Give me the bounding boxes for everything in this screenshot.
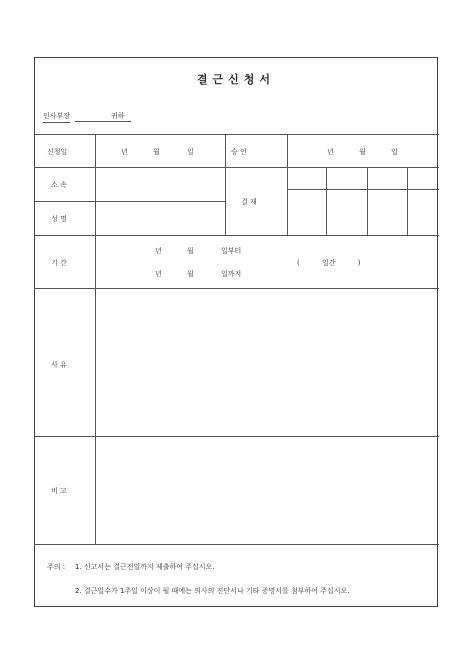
label-apply-date: 신청일 (47, 148, 68, 156)
period-to-suffix: 일까지 (221, 270, 242, 278)
note-2: 2. 결근일수가 1주일 이상이 될 때에는 의사의 진단서나 기타 증명서를 첨부하여 주십시오. (75, 587, 350, 595)
apply-date-day: 일 (187, 148, 194, 156)
sign-grid-line-3 (407, 167, 408, 235)
label-name: 성 명 (51, 215, 67, 223)
apply-date-month: 월 (153, 148, 160, 156)
period-to-year: 년 (155, 270, 162, 278)
sign-grid-line-1 (326, 167, 327, 235)
approval-year: 년 (327, 148, 334, 156)
label-sign: 결 재 (241, 198, 257, 206)
approval-value-line (287, 134, 288, 235)
note-1: 1. 신고서는 결근전일까지 제출하여 주십시오. (75, 563, 215, 571)
row-line-sign-grid (287, 189, 439, 190)
absence-request-form (34, 57, 438, 607)
label-approval: 승 인 (231, 148, 247, 156)
recipient-dept: 인사부장 (43, 111, 70, 123)
period-from-month: 월 (187, 247, 194, 255)
row-line-6 (35, 544, 439, 545)
period-to-month: 월 (187, 270, 194, 278)
notes-prefix: 주의 : (47, 563, 66, 571)
period-days: ( 일간 ) (297, 259, 361, 267)
label-reason: 사 유 (51, 361, 67, 369)
label-period: 기 간 (51, 259, 67, 267)
label-column-line (95, 134, 96, 544)
period-from-year: 년 (155, 247, 162, 255)
label-dept: 소 속 (51, 181, 67, 189)
row-line-dept-name (35, 201, 225, 202)
approval-day: 일 (391, 148, 398, 156)
sign-grid-line-2 (367, 167, 368, 235)
mid-column-line (225, 134, 226, 235)
label-remarks: 비 고 (51, 487, 67, 495)
form-title: 결근신청서 (196, 73, 276, 86)
apply-date-year: 년 (121, 148, 128, 156)
period-from-suffix: 일부터 (221, 247, 242, 255)
approval-month: 월 (359, 148, 366, 156)
recipient-honorific: 귀하 (111, 112, 125, 120)
